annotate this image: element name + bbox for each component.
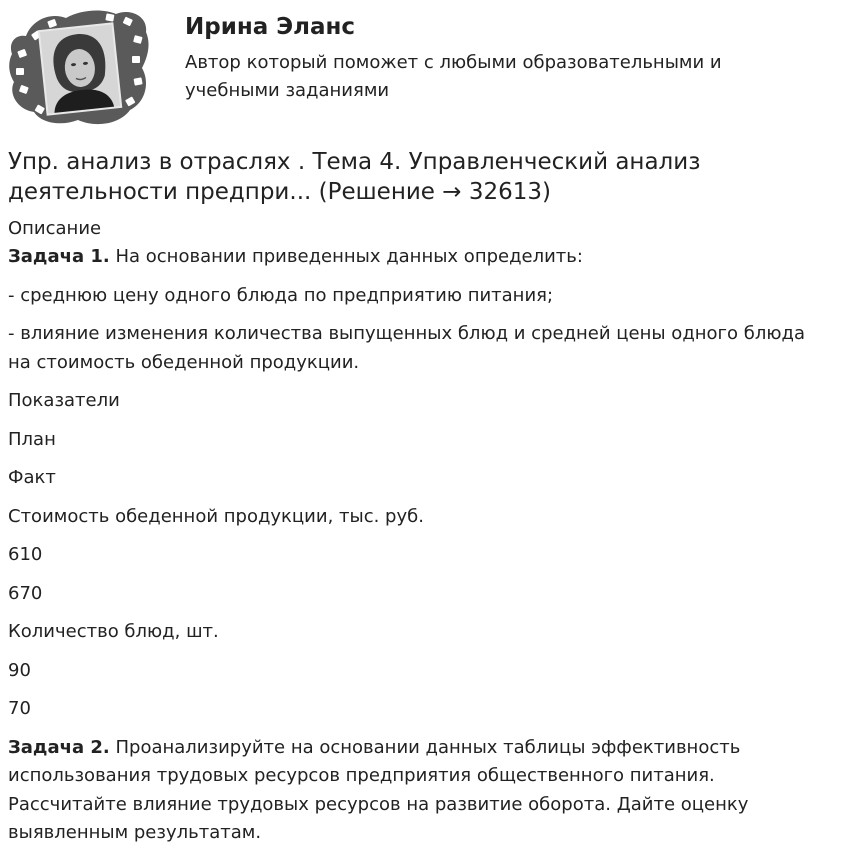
table-line-row-label: Количество блюд, шт. (8, 621, 219, 642)
table-line-value: 670 (8, 582, 43, 604)
task-item: - влияние изменения количества выпущенных блюд и средней цены одного блюда на стоимость обеденной продукции. (8, 323, 805, 373)
document-title: Упр. анализ в отраслях . Тема 4. Управленческий анализ деятельности предпри... (Решение → 32613) (8, 149, 701, 205)
task-2-paragraph (8, 734, 828, 848)
table-line-value: 90 (8, 659, 31, 681)
document-body (8, 215, 828, 858)
task-2-text: Проанализируйте на основании данных таблицы эффективность использования трудовых ресурсов предприятия общественного питания. Рассчитайте влияние трудовых ресурсов на развитие оборота. Дайте оценку выявленным результатам. (8, 736, 749, 843)
table-line-header: План (8, 428, 56, 450)
author-header (0, 0, 847, 140)
table-line-value: 610 (8, 544, 43, 565)
author-name: Ирина Эланс (185, 14, 356, 40)
film-strip-avatar-icon (6, 6, 152, 128)
section-label-description: Описание (8, 218, 102, 239)
task-1-label: Задача 1. (8, 246, 110, 267)
table-line-header: Показатели (8, 390, 120, 411)
table-line-value: 70 (8, 698, 31, 719)
table-line-header: Факт (8, 467, 56, 488)
task-1-paragraph (8, 243, 828, 272)
author-description: Автор который поможет с любыми образовательными и учебными заданиями (185, 52, 722, 101)
table-line-row-label: Стоимость обеденной продукции, тыс. руб. (8, 505, 424, 527)
task-1-text: На основании приведенных данных определить: (109, 246, 583, 267)
author-avatar (6, 6, 152, 128)
task-item: - среднюю цену одного блюда по предприятию питания; (8, 284, 554, 306)
task-2-label: Задача 2. (8, 736, 110, 758)
